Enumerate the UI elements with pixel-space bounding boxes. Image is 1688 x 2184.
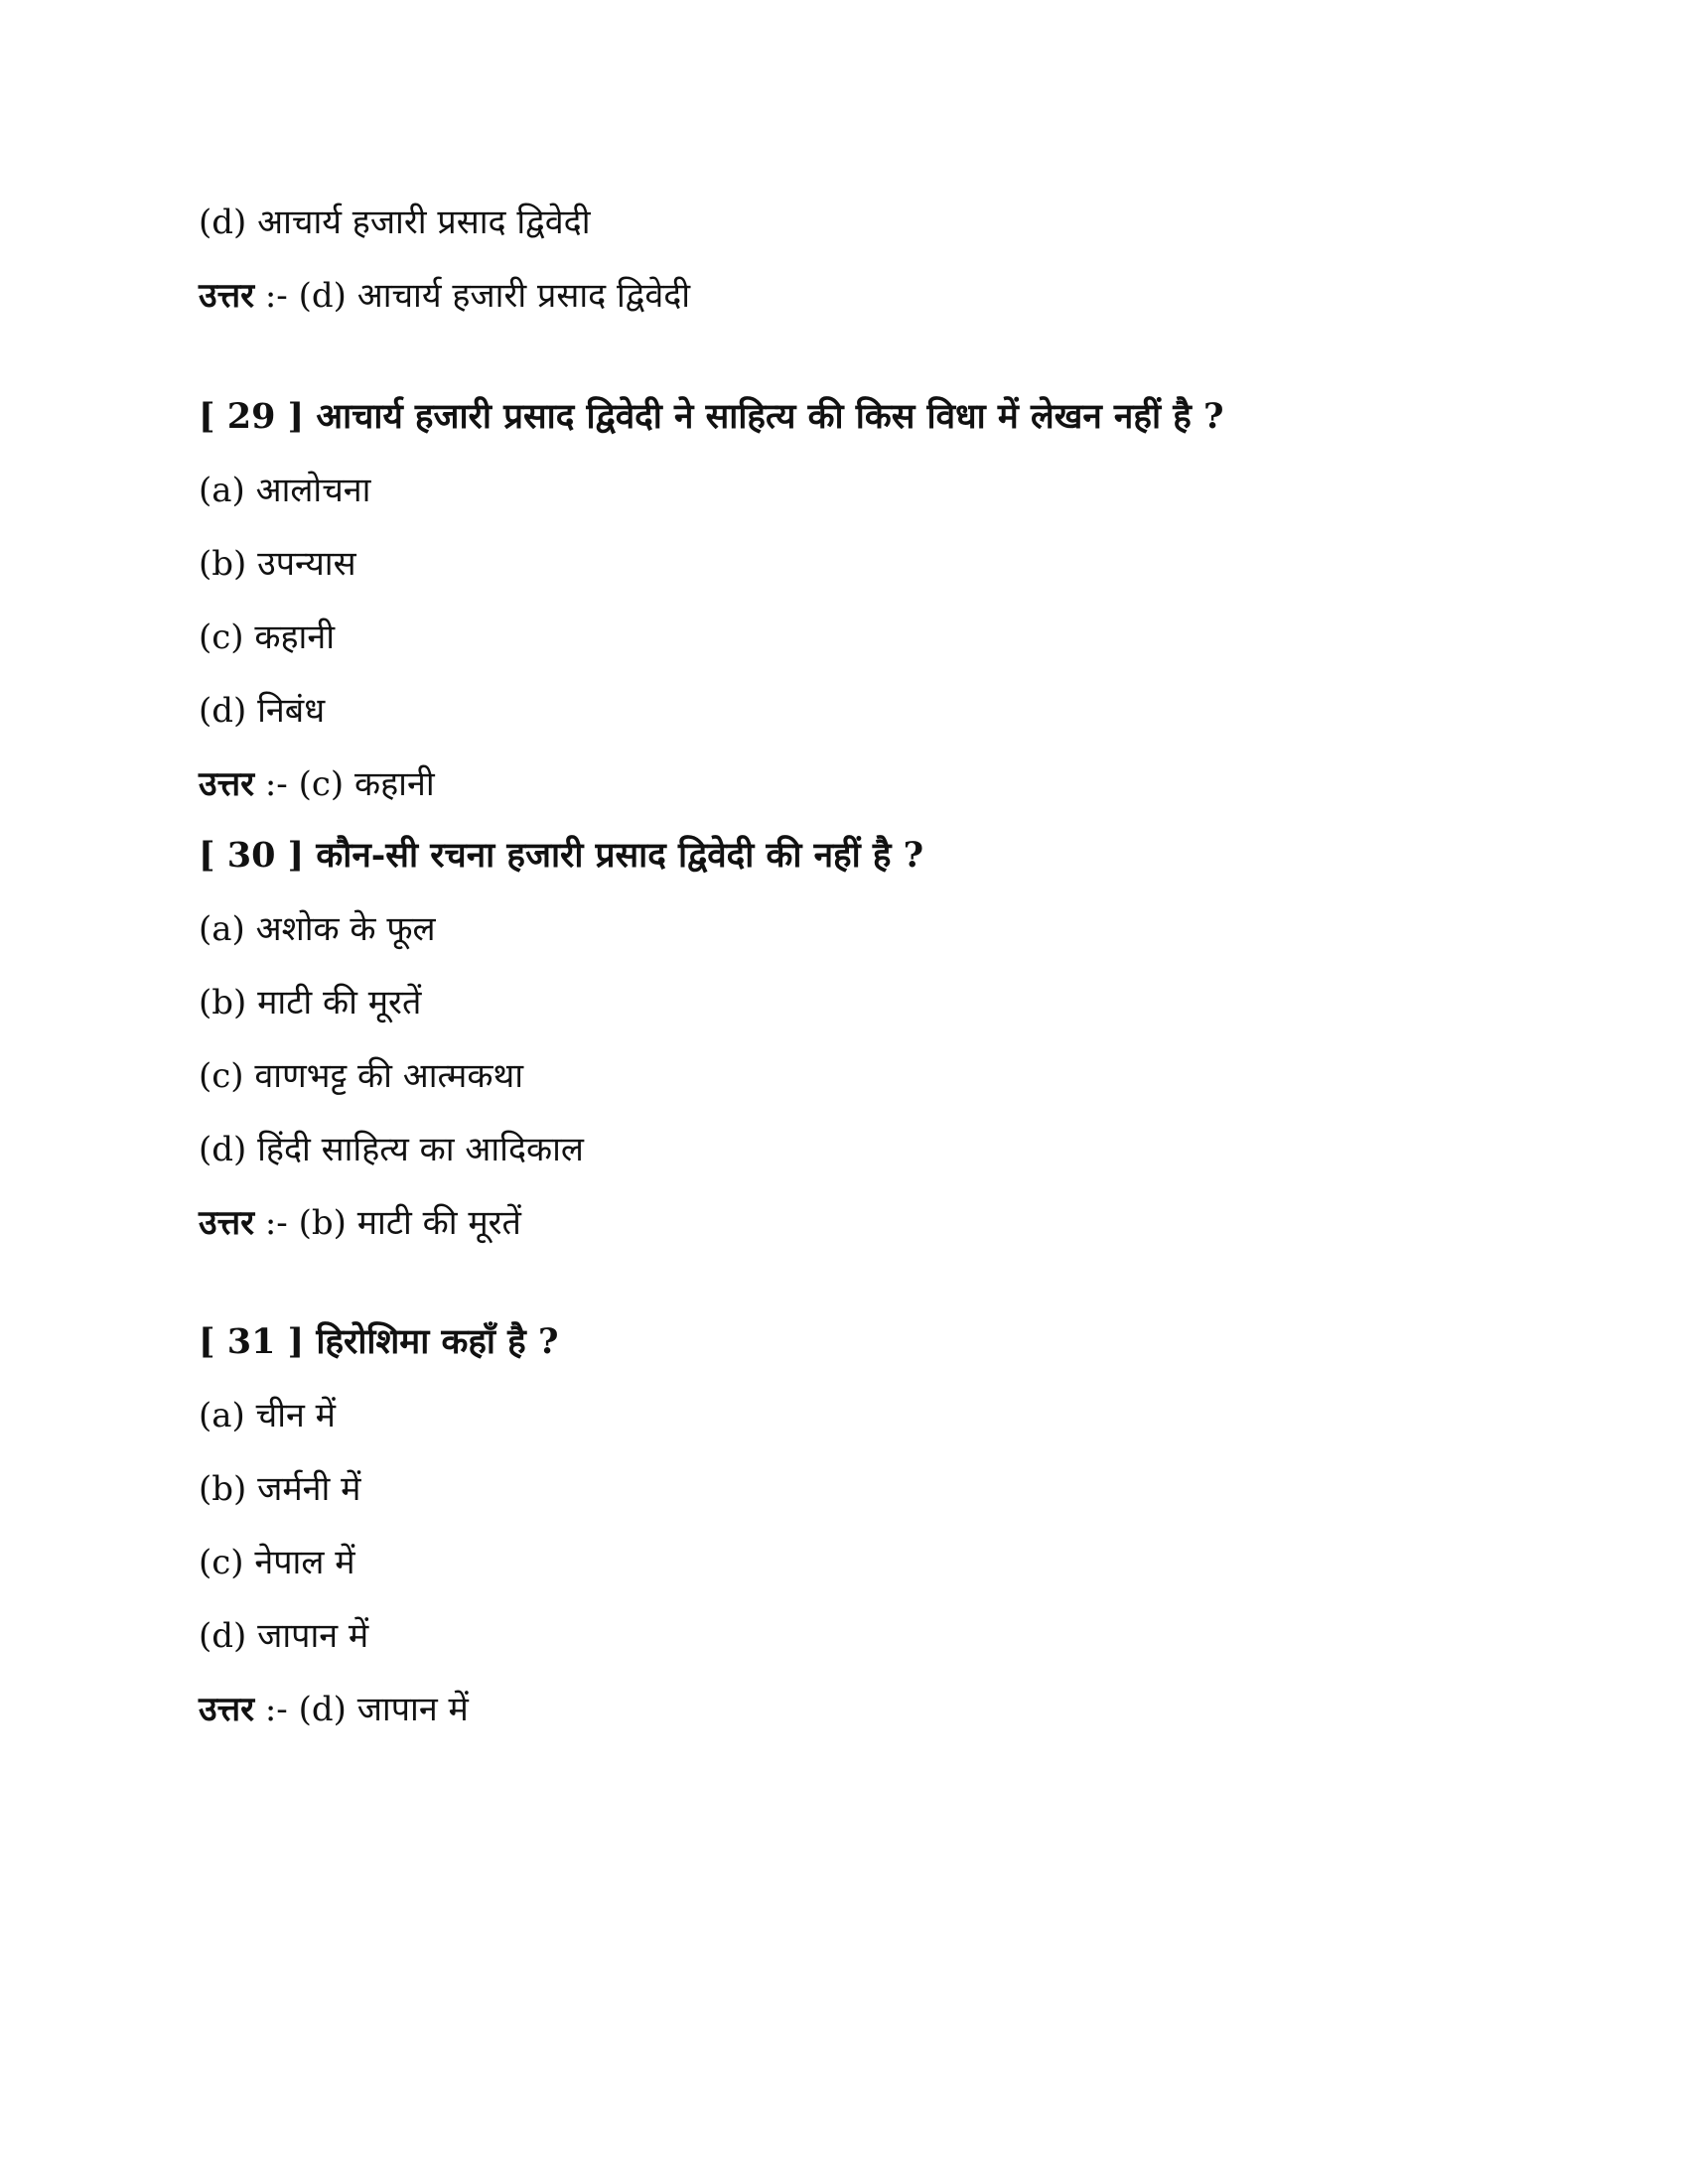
q29-option-b: (b) उपन्यास xyxy=(199,544,356,584)
answer-line xyxy=(199,272,690,320)
question-31: [ 31 ] हिरोशिमा कहाँ है ? xyxy=(199,1321,559,1362)
q29-answer-line xyxy=(199,760,435,808)
q31-option-b: (b) जर्मनी में xyxy=(199,1469,361,1509)
answer-text: :- (c) कहानी xyxy=(254,764,435,804)
q30-option-a: (a) अशोक के फूल xyxy=(199,909,436,949)
q30-answer-line xyxy=(199,1199,521,1247)
q31-answer-line xyxy=(199,1686,469,1733)
q30-option-c: (c) वाणभट्ट की आत्मकथा xyxy=(199,1056,524,1096)
q31-option-d: (d) जापान में xyxy=(199,1616,369,1656)
answer-label: उत्तर xyxy=(199,1203,255,1243)
q30-option-b: (b) माटी की मूरतें xyxy=(199,983,422,1023)
option-d: (d) आचार्य हजारी प्रसाद द्विवेदी xyxy=(199,203,591,242)
q31-option-c: (c) नेपाल में xyxy=(199,1543,355,1582)
q31-option-a: (a) चीन में xyxy=(199,1396,337,1435)
question-29: [ 29 ] आचार्य हजारी प्रसाद द्विवेदी ने साहित्य की किस विधा में लेखन नहीं है ? xyxy=(199,396,1224,437)
answer-label: उत्तर xyxy=(199,1690,255,1729)
q29-option-d: (d) निबंध xyxy=(199,691,326,731)
answer-text: :- (b) माटी की मूरतें xyxy=(254,1203,521,1243)
q29-option-a: (a) आलोचना xyxy=(199,471,371,510)
answer-text: :- (d) जापान में xyxy=(254,1690,469,1729)
answer-label: उत्तर xyxy=(199,276,255,316)
answer-text: :- (d) आचार्य हजारी प्रसाद द्विवेदी xyxy=(254,276,691,316)
question-30: [ 30 ] कौन-सी रचना हजारी प्रसाद द्विवेदी की नहीं है ? xyxy=(199,835,924,876)
q29-option-c: (c) कहानी xyxy=(199,617,336,657)
q30-option-d: (d) हिंदी साहित्य का आदिकाल xyxy=(199,1130,584,1169)
answer-label: उत्तर xyxy=(199,764,255,804)
